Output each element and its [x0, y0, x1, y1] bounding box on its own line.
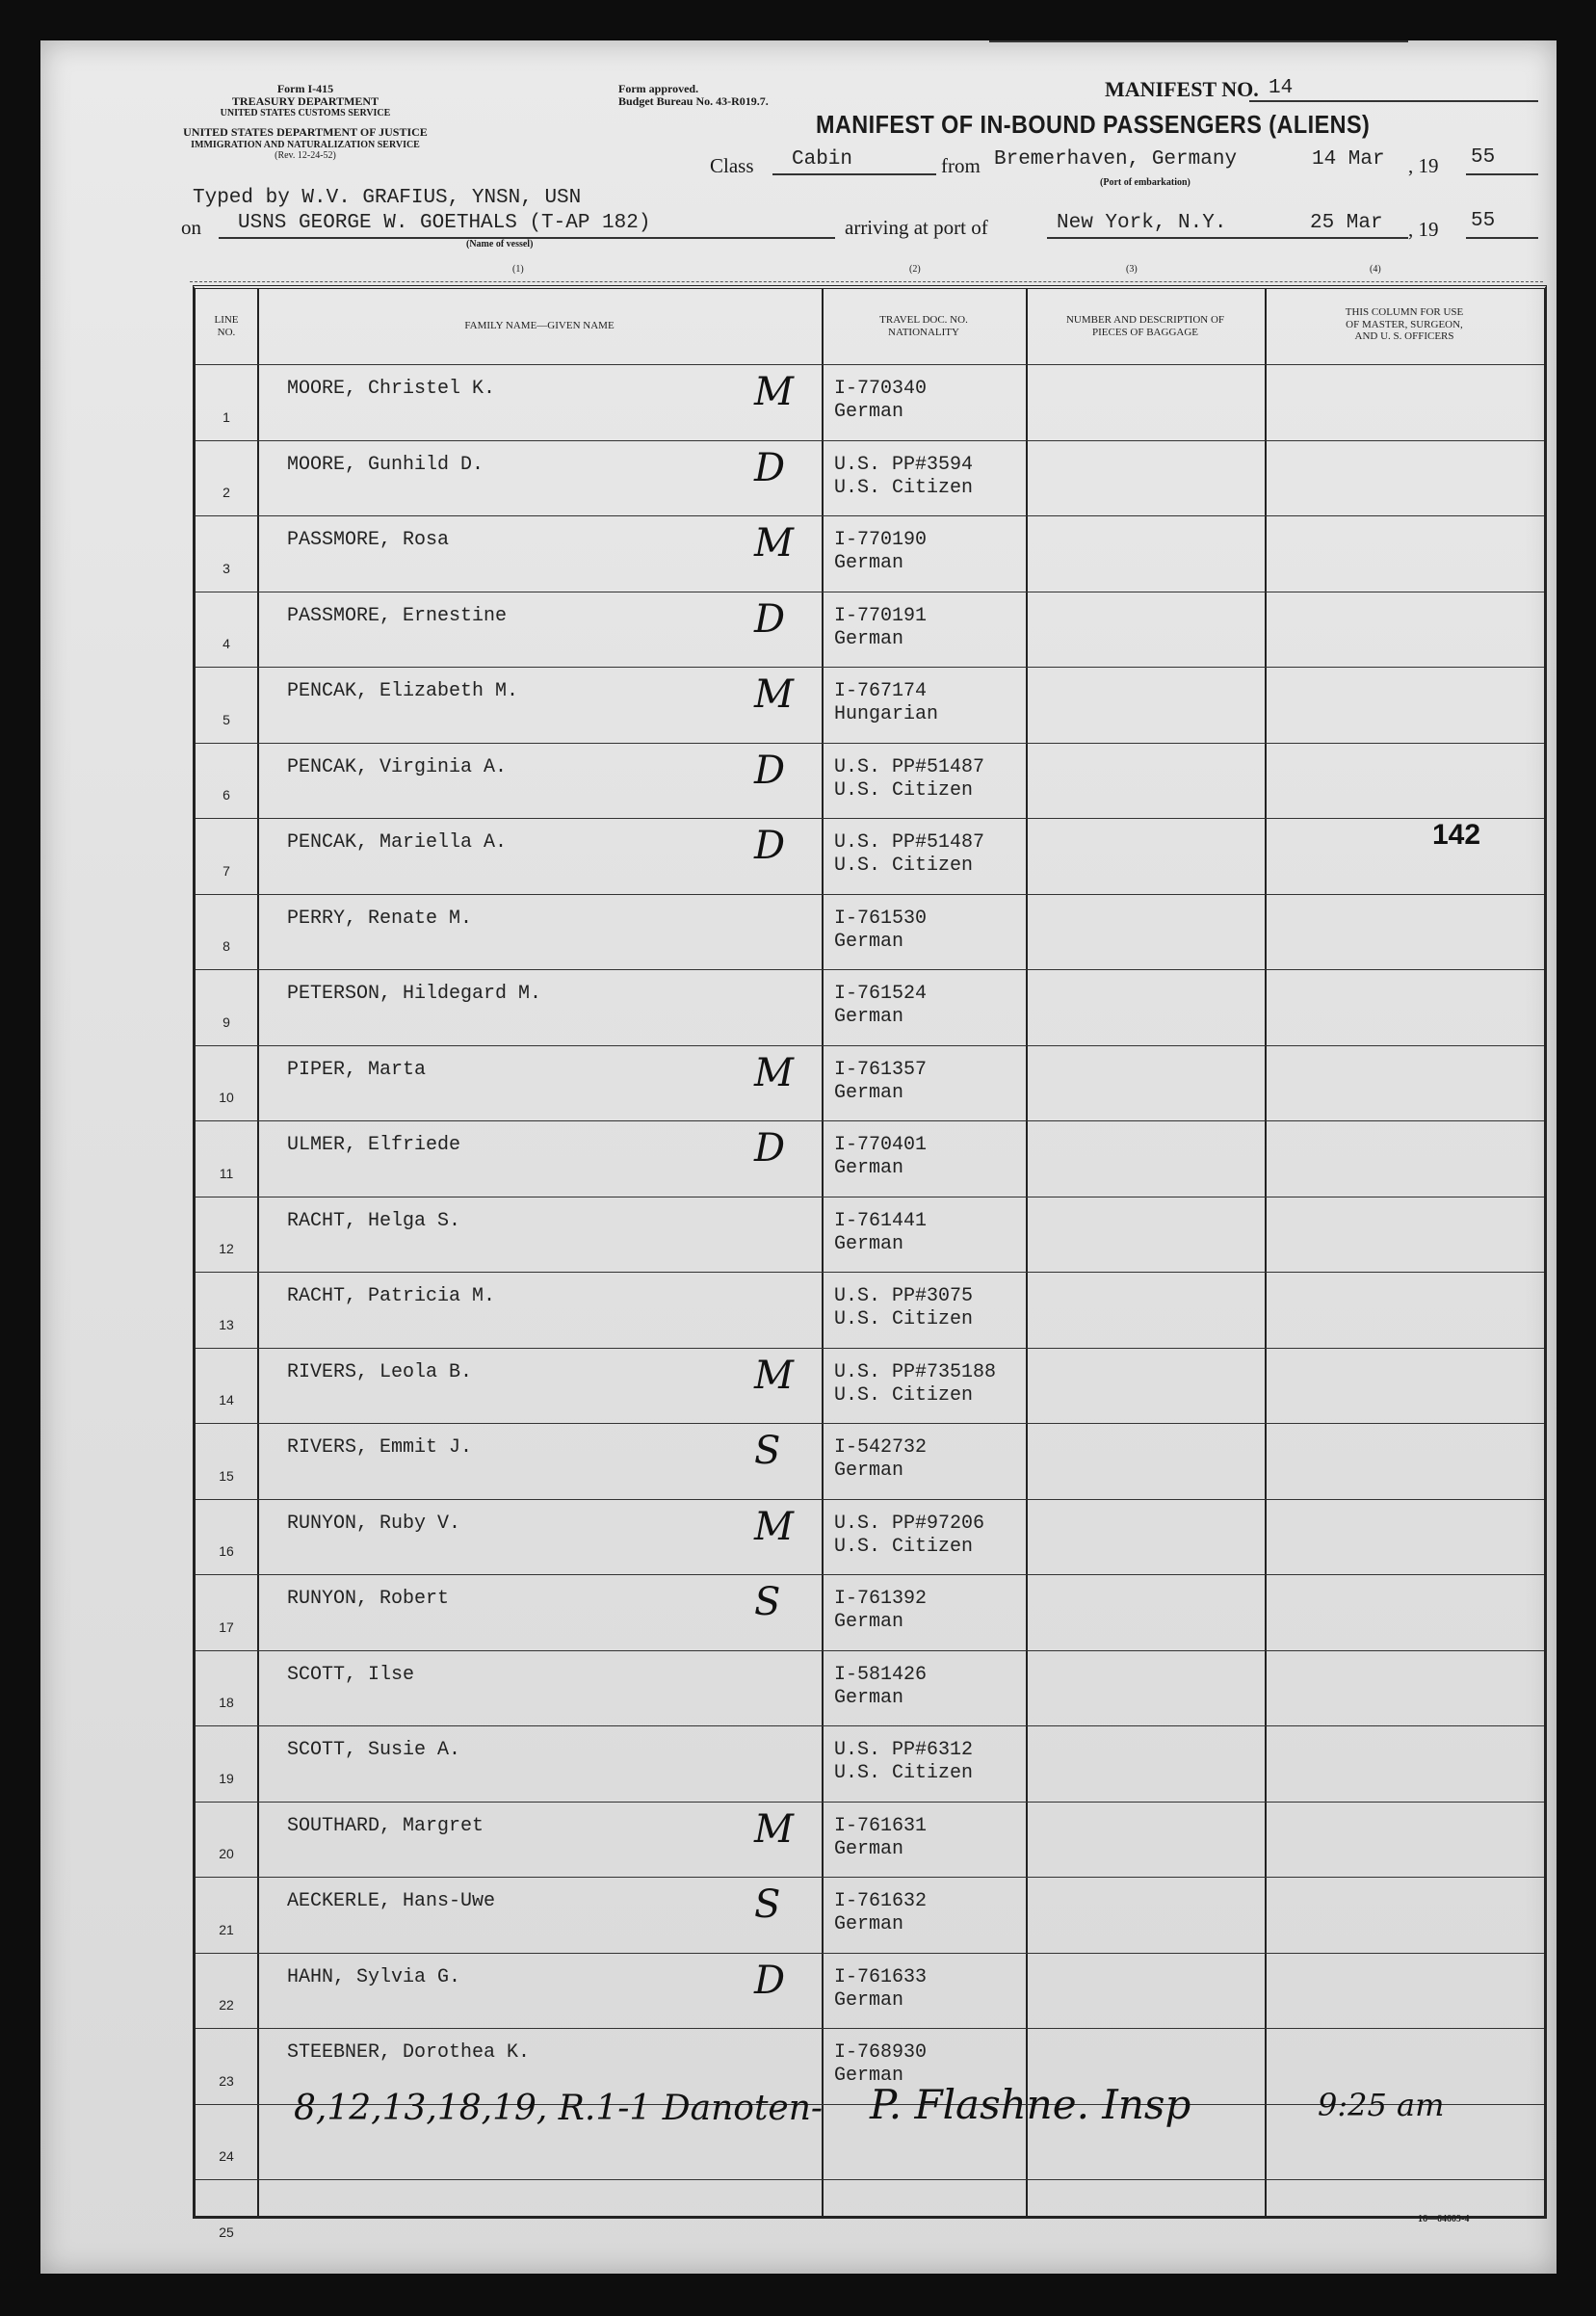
table-row: [196, 743, 1544, 819]
line-number: 11: [219, 1165, 234, 1181]
passenger-name: SCOTT, Ilse: [287, 1663, 415, 1686]
travel-doc-number: I-770401: [834, 1134, 928, 1156]
manifest-no-line: [1249, 100, 1538, 102]
ins: IMMIGRATION AND NATURALIZATION SERVICE: [191, 139, 420, 150]
line-number: 20: [219, 1846, 234, 1861]
nationality: German: [834, 401, 904, 423]
embark-year: 55: [1471, 146, 1496, 169]
travel-doc-number: I-770340: [834, 378, 928, 400]
travel-doc: [834, 605, 927, 651]
nationality: German: [834, 1006, 904, 1028]
col-num-2: (2): [909, 264, 921, 275]
class-value: Cabin: [792, 148, 853, 171]
nationality: U.S. Citizen: [834, 1308, 974, 1330]
table-row: [196, 894, 1544, 970]
travel-doc: [834, 1285, 973, 1331]
travel-doc-number: U.S. PP#735188: [834, 1360, 997, 1383]
line-number: 4: [222, 636, 230, 651]
travel-doc: [834, 1059, 927, 1105]
handwritten-relation-mark: D: [754, 824, 786, 868]
line-number: 13: [219, 1316, 234, 1332]
table-row: [196, 1877, 1544, 1953]
nationality: U.S. Citizen: [834, 1535, 974, 1558]
travel-doc-number: U.S. PP#51487: [834, 831, 985, 854]
handwritten-relation-mark: D: [754, 748, 786, 793]
arrival-year-line: [1466, 237, 1538, 239]
line-number: 8: [222, 938, 230, 954]
travel-doc-number: U.S. PP#51487: [834, 755, 985, 778]
form-agency-block: [151, 83, 459, 161]
arrival-date: 25 Mar: [1310, 212, 1383, 234]
embark-year-line: [1466, 173, 1538, 175]
table-row: [196, 1953, 1544, 2029]
col-header-officers: THIS COLUMN FOR USE OF MASTER, SURGEON, AND U. S. OFFICERS: [1345, 306, 1464, 343]
col-header-name: FAMILY NAME—GIVEN NAME: [464, 320, 615, 331]
travel-doc: [834, 1513, 984, 1559]
handwritten-relation-mark: M: [754, 1504, 794, 1549]
travel-doc-number: I-761631: [834, 1814, 928, 1837]
embark-date: 14 Mar: [1312, 148, 1385, 171]
line-number: 12: [219, 1241, 234, 1256]
manifest-page: [40, 40, 1557, 2274]
nationality: U.S. Citizen: [834, 1762, 974, 1784]
passenger-table: [193, 285, 1547, 2240]
nationality: German: [834, 1232, 904, 1255]
passenger-name: PENCAK, Virginia A.: [287, 755, 508, 778]
officer-count: 142: [1432, 819, 1481, 851]
col-num-3: (3): [1126, 264, 1138, 275]
passenger-name: PERRY, Renate M.: [287, 907, 473, 930]
travel-doc: [834, 680, 938, 726]
travel-doc-number: I-768930: [834, 2041, 928, 2064]
nationality: U.S. Citizen: [834, 476, 974, 499]
passenger-name: RIVERS, Emmit J.: [287, 1436, 473, 1459]
line-number: 14: [219, 1392, 234, 1408]
line-number: 17: [219, 1619, 234, 1635]
line-number: 16: [219, 1543, 234, 1559]
passenger-name: ULMER, Elfriede: [287, 1134, 461, 1156]
nationality: German: [834, 1157, 904, 1179]
table-row: [196, 1272, 1544, 1348]
nationality: U.S. Citizen: [834, 1383, 974, 1407]
vessel-name: USNS GEORGE W. GOETHALS (T-AP 182): [238, 212, 651, 234]
travel-doc: [834, 756, 984, 803]
passenger-name: RACHT, Patricia M.: [287, 1285, 496, 1307]
handwritten-relation-mark: M: [754, 672, 794, 717]
line-number: 5: [222, 711, 230, 727]
handwritten-relation-mark: D: [754, 596, 786, 642]
arrival-year-prefix: , 19: [1408, 218, 1439, 241]
typed-by: Typed by W.V. GRAFIUS, YNSN, USN: [193, 187, 582, 209]
inspector-signature: P. Flashne. Insp: [870, 2081, 1191, 2128]
nationality: German: [834, 1686, 904, 1709]
travel-doc: [834, 1890, 927, 1936]
handwritten-relation-mark: M: [754, 1353, 794, 1398]
passenger-name: RACHT, Helga S.: [287, 1209, 461, 1232]
nationality: German: [834, 1460, 904, 1482]
col-header-baggage: NUMBER AND DESCRIPTION OF PIECES OF BAGGAGE: [1065, 314, 1225, 338]
manifest-no-value: 14: [1269, 77, 1294, 99]
nationality: German: [834, 1081, 904, 1104]
travel-doc: [834, 529, 927, 575]
line-number: 2: [222, 485, 230, 500]
handwritten-relation-mark: D: [754, 1126, 786, 1171]
manifest-no-label: MANIFEST NO.: [1105, 77, 1259, 101]
col-num-4: (4): [1370, 264, 1381, 275]
nationality: German: [834, 2065, 904, 2087]
table-row: [196, 1725, 1544, 1802]
arrival-year: 55: [1471, 210, 1496, 232]
handwritten-relation-mark: S: [754, 1882, 781, 1927]
handwritten-relation-mark: D: [754, 1958, 786, 2003]
customs-service: UNITED STATES CUSTOMS SERVICE: [220, 108, 391, 119]
line-number: 15: [219, 1467, 234, 1484]
table-row: [196, 440, 1544, 516]
travel-doc: [834, 908, 927, 954]
nationality: Hungarian: [834, 703, 939, 725]
table-row: [196, 1574, 1544, 1650]
line-number: 1: [222, 408, 230, 425]
travel-doc-number: I-581426: [834, 1663, 928, 1686]
handwritten-relation-mark: M: [754, 1806, 794, 1852]
nationality: German: [834, 1611, 904, 1633]
travel-doc-number: I-761633: [834, 1965, 928, 1988]
justice-dept: UNITED STATES DEPARTMENT OF JUSTICE: [183, 125, 428, 140]
nationality: German: [834, 627, 904, 650]
travel-doc-number: I-761524: [834, 983, 928, 1005]
nationality: German: [834, 552, 904, 574]
nationality: German: [834, 930, 904, 953]
table-row: [196, 818, 1544, 894]
passenger-name: PIPER, Marta: [287, 1058, 427, 1081]
line-number: 7: [222, 862, 230, 879]
table-row: [196, 969, 1544, 1045]
travel-doc: [834, 1588, 927, 1634]
passenger-name: PENCAK, Elizabeth M.: [287, 680, 519, 702]
passenger-name: RUNYON, Robert: [287, 1588, 450, 1610]
nationality: U.S. Citizen: [834, 855, 974, 877]
line-number: 18: [219, 1695, 234, 1710]
table-row: [196, 1045, 1544, 1121]
travel-doc-number: I-770190: [834, 529, 928, 551]
row24-handwritten-lines: 8,12,13,18,19, R.1-1 Danoten-: [294, 2089, 824, 2128]
table-row: [196, 364, 1544, 440]
travel-doc-number: U.S. PP#6312: [834, 1739, 974, 1761]
table-row: [196, 667, 1544, 743]
table-row: [196, 1499, 1544, 1575]
nationality: German: [834, 1913, 904, 1935]
travel-doc-number: I-761392: [834, 1588, 928, 1610]
travel-doc-number: U.S. PP#3075: [834, 1285, 974, 1307]
handwritten-relation-mark: M: [754, 370, 794, 414]
table-row: [196, 1802, 1544, 1878]
col-num-1: (1): [512, 264, 524, 275]
line-number: 25: [219, 2224, 234, 2240]
arrival-line: [1047, 237, 1408, 239]
handwritten-relation-mark: D: [754, 445, 786, 490]
travel-doc: [834, 1739, 973, 1785]
passenger-name: PASSMORE, Rosa: [287, 529, 450, 551]
travel-doc-number: I-761441: [834, 1209, 928, 1232]
nationality: German: [834, 1988, 904, 2012]
travel-doc: [834, 983, 927, 1029]
approval-block: [618, 83, 769, 108]
table-row: [196, 1348, 1544, 1424]
travel-doc-number: U.S. PP#3594: [834, 453, 974, 476]
line-number: 10: [219, 1090, 234, 1105]
line-number: 3: [222, 560, 230, 576]
line-number: 23: [219, 2072, 234, 2089]
port-caption: (Port of embarkation): [1100, 177, 1190, 188]
travel-doc-number: I-542732: [834, 1436, 928, 1459]
vessel-caption: (Name of vessel): [466, 239, 534, 250]
passenger-name: SOUTHARD, Margret: [287, 1814, 484, 1837]
embark-year-prefix: , 19: [1408, 154, 1439, 177]
line-number: 6: [222, 787, 230, 803]
table-row: [196, 515, 1544, 592]
passenger-name: PENCAK, Mariella A.: [287, 831, 508, 854]
table-row: [196, 1650, 1544, 1726]
travel-doc: [834, 454, 973, 500]
travel-doc: [834, 1436, 927, 1483]
budget-bureau: Budget Bureau No. 43-R019.7.: [618, 94, 769, 109]
travel-doc-number: I-767174: [834, 680, 928, 702]
on-label: on: [181, 216, 201, 239]
travel-doc-number: I-761632: [834, 1890, 928, 1912]
travel-doc: [834, 1210, 927, 1256]
line-number: 19: [219, 1770, 234, 1786]
table-row: [196, 1120, 1544, 1197]
table-row: [196, 2179, 1544, 2255]
passenger-name: MOORE, Christel K.: [287, 378, 496, 400]
passenger-name: PETERSON, Hildegard M.: [287, 983, 542, 1005]
passenger-name: AECKERLE, Hans-Uwe: [287, 1890, 496, 1912]
class-line: [772, 173, 936, 175]
table-row: [196, 1197, 1544, 1273]
line-number: 9: [222, 1013, 230, 1030]
travel-doc: [834, 831, 984, 878]
manifest-title: MANIFEST OF IN-BOUND PASSENGERS (ALIENS): [816, 110, 1371, 139]
nationality: German: [834, 1837, 904, 1860]
travel-doc-number: I-770191: [834, 604, 928, 627]
form-approved: Form approved.: [618, 82, 699, 95]
from-line: [989, 40, 1408, 42]
travel-doc: [834, 378, 927, 424]
class-label: Class: [710, 154, 754, 177]
table-row: [196, 592, 1544, 668]
handwritten-relation-mark: S: [754, 1429, 781, 1473]
travel-doc-number: I-761357: [834, 1058, 928, 1081]
inspection-time: 9:25 am: [1318, 2087, 1445, 2123]
treasury-dept: TREASURY DEPARTMENT: [231, 94, 379, 109]
travel-doc: [834, 1361, 996, 1408]
from-label: from: [941, 154, 981, 177]
col-header-line: LINE NO.: [214, 314, 239, 338]
passenger-name: SCOTT, Susie A.: [287, 1739, 461, 1761]
col-header-doc: TRAVEL DOC. NO. NATIONALITY: [879, 314, 968, 338]
from-value: Bremerhaven, Germany: [994, 148, 1238, 171]
travel-doc-number: I-761530: [834, 907, 928, 930]
travel-doc-number: U.S. PP#97206: [834, 1512, 985, 1535]
passenger-name: STEEBNER, Dorothea K.: [287, 2041, 531, 2064]
passenger-name: RUNYON, Ruby V.: [287, 1512, 461, 1535]
travel-doc: [834, 1664, 927, 1710]
travel-doc: [834, 1966, 927, 2013]
arriving-label: arriving at port of: [845, 216, 988, 239]
form-id: Form I-415: [276, 82, 334, 95]
table-row: [196, 1423, 1544, 1499]
travel-doc: [834, 1815, 927, 1861]
passenger-name: HAHN, Sylvia G.: [287, 1965, 461, 1988]
top-rule: [190, 281, 1543, 282]
line-number: 24: [219, 2148, 234, 2164]
line-number: 22: [219, 1997, 234, 2013]
footer-code: 16—64609-4: [1418, 2214, 1470, 2224]
passenger-name: PASSMORE, Ernestine: [287, 604, 508, 627]
handwritten-relation-mark: M: [754, 1050, 794, 1095]
handwritten-relation-mark: S: [754, 1580, 781, 1624]
arrival-port: New York, N.Y.: [1057, 212, 1227, 234]
travel-doc: [834, 1134, 927, 1180]
passenger-name: MOORE, Gunhild D.: [287, 453, 484, 476]
handwritten-relation-mark: M: [754, 521, 794, 566]
revision: (Rev. 12-24-52): [275, 149, 336, 161]
line-number: 21: [219, 1921, 234, 1937]
nationality: U.S. Citizen: [834, 778, 974, 802]
passenger-name: RIVERS, Leola B.: [287, 1360, 473, 1383]
